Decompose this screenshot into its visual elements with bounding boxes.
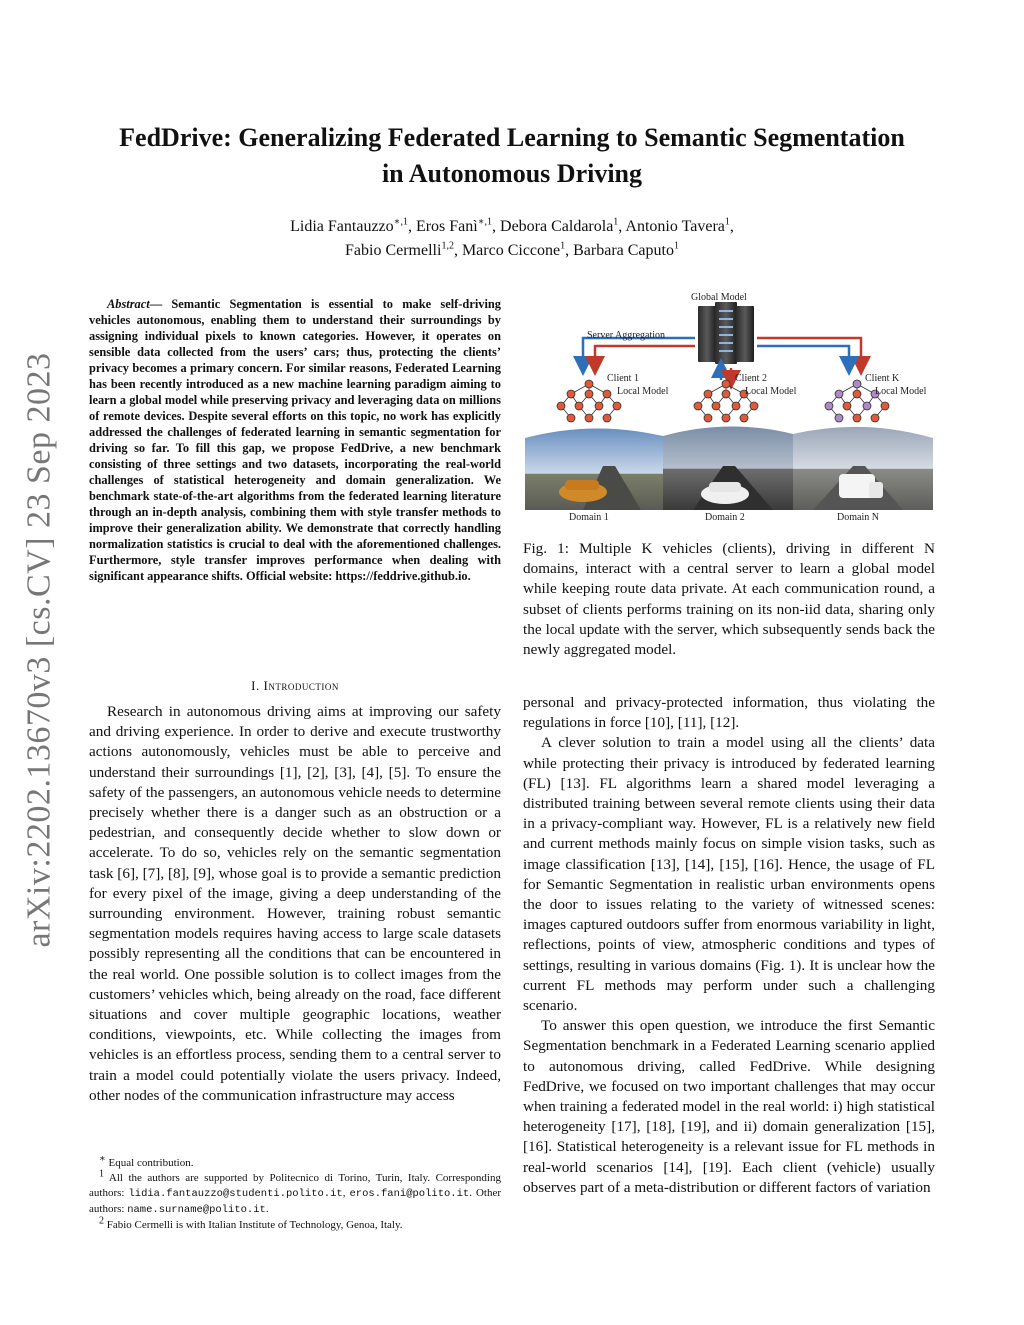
local-model-2-label: Local Model: [745, 386, 797, 397]
paragraph: A clever solution to train a model using all the clients’ data while protecting their privacy is introduced by federated learning (FL) [13]. FL algorithms learn a shared model leveraging a distributed training between several remote clients using their data in a privacy-compliant way. However, FL is a relatively new field and current methods mainly focus on simple vision tasks, such as image classification [13], [14], [15], [16]. Hence, the usage of FL for Semantic Segmentation in realistic urban environments opens the door to issues relating to the variety of witnessed scenes: images captured outdoors suffer from enormous variability in light, reflections, points of view, atmospheric conditions and types of settings, resulting in various domains (Fig. 1). It is unclear how the current FL methods may perform under such a challenging scenario.: [523, 734, 935, 1015]
section-number: I.: [251, 678, 260, 693]
domain-n-label: Domain N: [837, 512, 879, 523]
author-affiliation: 1: [560, 240, 566, 252]
author-name: Lidia Fantauzzo: [290, 218, 394, 235]
footnotes: [89, 1153, 502, 1233]
author-name: Barbara Caputo: [573, 242, 674, 259]
author-name: Antonio Tavera: [625, 218, 725, 235]
paragraph: To answer this open question, we introduce the first Semantic Segmentation benchmark in a Federated Learning scenario applied to autonomous driving, called FedDrive. While designing FedDrive, we focused on two important challenges that may occur when training a federated model in the real world: i) high statistical heterogeneity [17], [18], [19], and ii) domain generalization [15], [16]. Statistical heterogeneity is a relevant issue for FL methods in real-world scenarios [14], [19]. Each client (vehicle) usually observes part of a meta-distribution or different factors of variation: [523, 1017, 935, 1196]
right-column-body: [523, 693, 935, 1198]
domain-image-1: [525, 428, 663, 510]
footnote-equal-contribution: [89, 1153, 501, 1171]
email-link[interactable]: name.surname@polito.it: [127, 1204, 266, 1216]
paper-title: [60, 120, 964, 192]
footnote-mark: ∗: [99, 1153, 106, 1165]
figure-1: [523, 288, 935, 528]
figure-1-caption: Fig. 1: Multiple K vehicles (clients), driving in different N domains, interact with a central server to learn a global model while keeping route data private. At each communication round, a subset of clients performs training on its non-iid data, sharing only the local update with the server, which subsequently sends back the newly aggregated model.: [523, 540, 935, 659]
author-name: Debora Caldarola: [500, 218, 614, 235]
title-line-2: in Autonomous Driving: [381, 159, 643, 188]
footnote-text: All the authors are supported by Politecnico di Torino, Turin, Italy. Corresponding authors:: [89, 1172, 501, 1199]
author-affiliation: 1: [724, 216, 730, 228]
email-link[interactable]: lidia.fantauzzo@studenti.polito.it: [128, 1188, 343, 1200]
author-name: Eros Fanì: [415, 218, 478, 235]
section-heading-introduction: [89, 678, 501, 694]
footnote-text: Fabio Cermelli is with Italian Institute of Technology, Genoa, Italy.: [106, 1219, 403, 1231]
abstract-lead: Abstract: [107, 297, 150, 311]
authors-line-1: Lidia Fantauzzo$^{∗,1}$, Eros Fanì$^{∗,1}$, Debora Caldarola$^1$, Antonio Tavera$^1$,: [290, 216, 734, 235]
title-line-1: FedDrive: Generalizing Federated Learning to Semantic Segmentation: [119, 123, 905, 152]
local-model-k-label: Local Model: [875, 386, 927, 397]
paragraph: Research in autonomous driving aims at improving our safety and driving experience. In order to derive and execute trustworthy actions autonomously, vehicles must be able to perceive and understand their surroundings [1], [2], [3], [4], [5]. To ensure the safety of the passengers, an autonomous vehicle needs to determine precisely whether there is a danger such as an obstruction or a pedestrian, and consequently decide whether to slow down or accelerate. To do so, vehicles rely on the semantic segmentation task [6], [7], [8], [9], whose goal is to provide a semantic prediction for every pixel of the image, giving a deep understanding of the surrounding environment. However, training robust semantic segmentation models requires having access to large scale datasets possibly representing all the conditions that can be encountered in the real world. One possible solution is to collect images from the customers’ vehicles which, being already on the road, face different situations and cover multiple geographic locations, weather conditions, viewpoints, etc. While collecting the images from vehicles is an effortless process, sending them to a central server to train a model could potentially violate the users privacy. Indeed, other nodes of the communication infrastructure may access: [89, 703, 501, 1104]
footnote-affiliation: $^1$ All the authors are supported by Politecnico di Torino, Turin, Italy. Corresponding authors: lidia.fantauzzo@studenti.polito.it, eros.fani@polito.it. Other authors: name.surname@polito.it.: [89, 1168, 502, 1216]
paragraph: personal and privacy-protected information, thus violating the regulations in force [10], [11], [12].: [523, 694, 935, 732]
domain-image-n: [793, 427, 933, 510]
local-model-network-1: [557, 380, 621, 422]
author-affiliation: 1: [673, 240, 679, 252]
footnote-mark: 2: [99, 1215, 104, 1227]
footnote-text: . Other authors:: [89, 1187, 502, 1215]
author-affiliation: 1: [613, 216, 619, 228]
client-2-label: Client 2: [735, 373, 767, 384]
section-title: Introduction: [263, 678, 339, 693]
local-model-1-label: Local Model: [617, 386, 669, 397]
domain-2-label: Domain 2: [705, 512, 745, 523]
author-list: [120, 215, 904, 263]
footnote-cermelli: [89, 1215, 501, 1233]
domain-image-2: [663, 426, 793, 510]
author-name: Marco Ciccone: [461, 242, 561, 259]
author-affiliation: ∗,1: [477, 216, 493, 228]
global-model-label: Global Model: [691, 292, 747, 303]
author-name: Fabio Cermelli: [345, 242, 442, 259]
server-icon: [698, 302, 754, 364]
arxiv-id-text: arXiv:2202.13670v3 [cs.CV] 23 Sep 2023: [21, 352, 58, 948]
server-aggregation-label: Server Aggregation: [587, 330, 666, 341]
email-link[interactable]: eros.fani@polito.it: [349, 1188, 470, 1200]
introduction-body: [89, 702, 501, 1106]
client-k-label: Client K: [865, 373, 900, 384]
abstract-text: — Semantic Segmentation is essential to make self-driving vehicles autonomous, enabling them to understand their surroundings by assigning individual pixels to known categories. However, it operates on sensible data collected from the users’ cars; thus, protecting the clients’ privacy becomes a primary concern. For similar reasons, Federated Learning has been recently introduced as a new machine learning paradigm aiming to learn a global model while preserving privacy and leveraging data on millions of remote devices. Despite several efforts on this topic, no work has explicitly addressed the challenges of federated learning in semantic segmentation for driving so far. To fill this gap, we propose FedDrive, a new benchmark consisting of three settings and two datasets, incorporating the real-world challenges of statistical heterogeneity and domain generalization. We benchmark state-of-the-art algorithms from the federated learning literature through an in-depth analysis, combining them with style transfer methods to improve their generalization ability. We demonstrate that correctly handling normalization statistics is crucial to deal with the aforementioned challenges. Furthermore, style transfer improves performance when dealing with significant appearance shifts. Official website: https://feddrive.github.io.: [89, 297, 501, 583]
footnote-text: Equal contribution.: [108, 1157, 194, 1169]
authors-line-2: Fabio Cermelli$^{1,2}$, Marco Ciccone$^1$, Barbara Caputo$^1$: [345, 240, 679, 259]
federated-diagram: [523, 288, 935, 528]
author-affiliation: ∗,1: [393, 216, 408, 228]
footnote-mark: 1: [99, 1168, 104, 1180]
abstract: [89, 296, 501, 584]
arxiv-side-identifier: [10, 350, 70, 950]
client-1-text: Client 1: [607, 373, 639, 384]
client-1-label: [607, 373, 639, 384]
author-affiliation: 1,2: [441, 240, 454, 252]
domain-1-label: Domain 1: [569, 512, 609, 523]
